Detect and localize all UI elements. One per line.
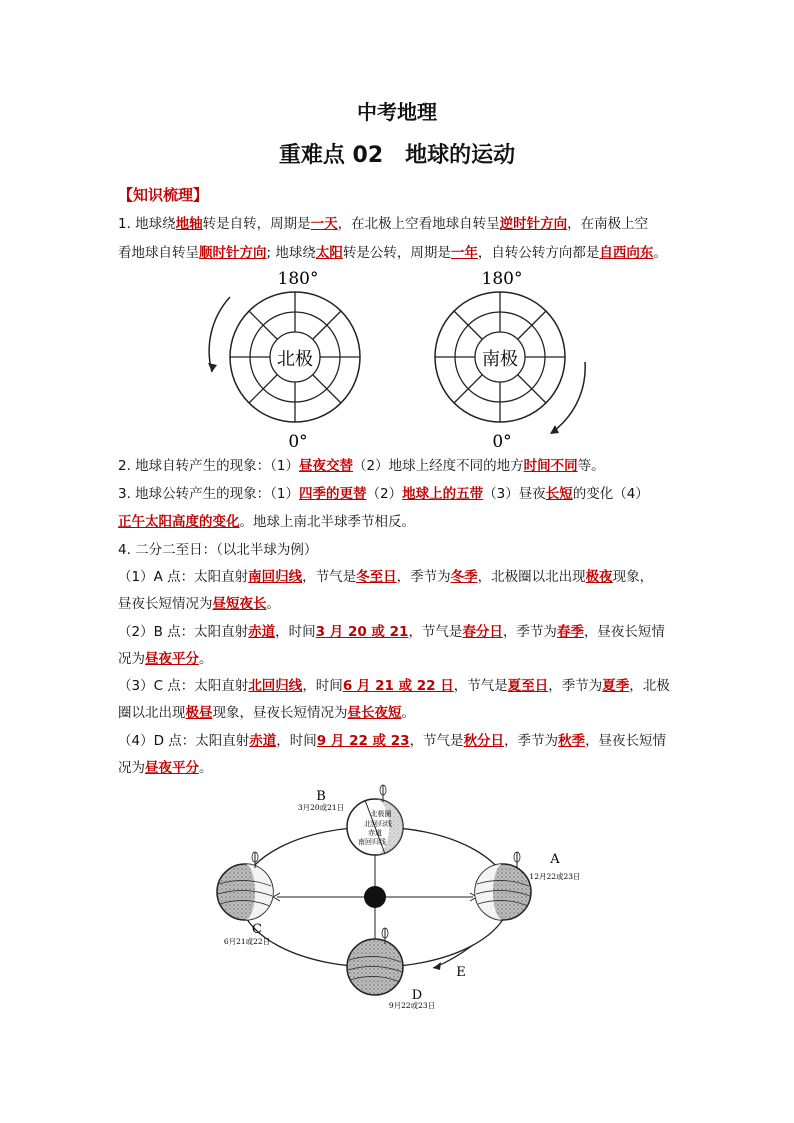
- north-pole-diagram: [208, 269, 360, 452]
- point-a-date: 12月22或23日: [529, 872, 581, 881]
- point-e-label: E: [456, 965, 466, 980]
- section-label: 【知识梳理】: [118, 186, 209, 204]
- answer: 地轴: [175, 216, 203, 232]
- text: 转是公转，周期是: [342, 245, 451, 261]
- text: 2. 地球自转产生的现象：（1）: [118, 458, 300, 474]
- globe-label-tropic-capricorn: 南回归线: [358, 838, 386, 846]
- south-pole-label: 南极: [482, 349, 518, 370]
- answer: 赤道: [249, 733, 277, 749]
- item4-a-line1: [118, 567, 653, 587]
- text: （1）A 点：太阳直射: [118, 569, 249, 585]
- globe-label-arctic: 北极圈: [370, 810, 392, 818]
- item4-d-line1: [118, 731, 666, 751]
- globe-d: [347, 928, 435, 1010]
- text: ，在北极上空看地球自转呈: [337, 216, 500, 232]
- north-pole-label: 北极: [277, 349, 313, 370]
- sun-icon: [364, 886, 386, 908]
- answer: 昼长夜短: [347, 705, 402, 721]
- text: ，昼夜长短情: [585, 733, 667, 749]
- answer: 夏至日: [507, 678, 549, 694]
- north-bottom-degree: 0°: [288, 432, 308, 452]
- item1-line1: [118, 214, 648, 234]
- globe-a: [475, 852, 581, 920]
- text: ，季节为: [504, 733, 559, 749]
- answer: 极昼: [185, 705, 213, 721]
- answer: 冬季: [450, 569, 478, 585]
- answer: 一年: [450, 245, 478, 261]
- answer: 赤道: [248, 624, 276, 640]
- text: ，时间: [302, 678, 343, 694]
- answer: 极夜: [585, 569, 613, 585]
- answer: 夏季: [602, 678, 630, 694]
- text: ，季节为: [548, 678, 603, 694]
- text: 圈以北出现: [118, 705, 186, 721]
- text: 。: [199, 760, 213, 776]
- page-title: 重难点 02 地球的运动: [278, 143, 516, 168]
- item4-b-line1: [118, 622, 665, 642]
- item4-c-line2: [118, 703, 415, 723]
- text: 。: [266, 596, 280, 612]
- text: ，昼夜长短情: [583, 624, 665, 640]
- text: ，自转公转方向都是: [477, 245, 600, 261]
- answer: 逆时针方向: [499, 216, 568, 232]
- answer: 一天: [310, 216, 338, 232]
- point-d-date: 9月22或23日: [388, 1001, 436, 1010]
- text: 1. 地球绕: [118, 216, 176, 232]
- answer: 昼夜交替: [299, 458, 354, 474]
- text: ; 地球绕: [266, 245, 316, 261]
- text: 。: [653, 245, 667, 261]
- answer: 昼夜平分: [145, 760, 199, 776]
- answer: 冬至日: [356, 569, 397, 585]
- answer: 北回归线: [248, 678, 303, 694]
- text: 转是自转，周期是: [202, 216, 311, 232]
- polar-diagrams: [190, 262, 610, 452]
- text: 现象，昼夜长短情况为: [212, 705, 348, 721]
- text: 昼夜长短情况为: [118, 596, 213, 612]
- globe-label-equator: 赤道: [368, 829, 382, 837]
- text: ，北极圈以北出现: [477, 569, 586, 585]
- text: （2）B 点：太阳直射: [118, 624, 249, 640]
- text: ，在南极上空: [567, 216, 649, 232]
- point-c-label: C: [252, 922, 262, 937]
- subject-title: 中考地理: [357, 100, 437, 124]
- item4-b-line2: [118, 649, 213, 669]
- text: ，时间: [276, 733, 317, 749]
- text: （3）昼夜: [483, 486, 546, 502]
- text: ，北极: [629, 678, 670, 694]
- text: （2）: [366, 486, 403, 502]
- text: 等。: [577, 458, 605, 474]
- answer: 春季: [556, 624, 584, 640]
- north-top-degree: 180°: [277, 269, 319, 289]
- answer: 自西向东: [599, 245, 654, 261]
- answer: 顺时针方向: [199, 245, 267, 261]
- text: 现象，: [612, 569, 654, 585]
- answer: 地球上的五带: [402, 486, 484, 502]
- answer: 6 月 21 或 22 日: [342, 678, 454, 694]
- answer: 时间不同: [523, 458, 578, 474]
- text: 。: [199, 651, 213, 667]
- answer: 昼夜平分: [145, 651, 199, 667]
- text: ，节气是: [302, 569, 357, 585]
- item4-intro: 4. 二分二至日：（以北半球为例）: [118, 542, 318, 558]
- item3-line1: [118, 484, 649, 504]
- globe-b: [298, 785, 403, 855]
- answer: 长短: [545, 486, 573, 502]
- answer: 南回归线: [248, 569, 303, 585]
- south-bottom-degree: 0°: [492, 432, 512, 452]
- answer: 秋季: [558, 733, 586, 749]
- orbit-diagram: [205, 780, 595, 1015]
- answer: 3 月 20 或 21: [315, 624, 409, 640]
- globe-label-tropic-cancer: 北回归线: [364, 820, 392, 828]
- answer: 春分日: [462, 624, 503, 640]
- point-a-label: A: [550, 852, 560, 867]
- text: ，季节为: [502, 624, 557, 640]
- answer: 正午太阳高度的变化: [118, 514, 240, 530]
- answer: 四季的更替: [299, 486, 367, 502]
- globe-c: [217, 852, 273, 946]
- answer: 太阳: [315, 245, 343, 261]
- point-c-date: 6月21或22日: [223, 937, 271, 946]
- text: ，时间: [275, 624, 316, 640]
- answer: 秋分日: [463, 733, 505, 749]
- item4-a-line2: [118, 594, 280, 614]
- point-b-label: B: [316, 789, 326, 804]
- item2-line: [118, 456, 605, 476]
- south-top-degree: 180°: [481, 269, 523, 289]
- text: 况为: [118, 651, 145, 667]
- text: 。: [401, 705, 415, 721]
- text: 的变化（4）: [572, 486, 649, 502]
- answer: 昼短夜长: [212, 596, 267, 612]
- point-b-date: 3月20或21日: [297, 803, 345, 812]
- point-d-label: D: [411, 988, 423, 1003]
- item4-d-line2: [118, 758, 213, 778]
- text: ，节气是: [409, 733, 464, 749]
- text: 3. 地球公转产生的现象：（1）: [118, 486, 300, 502]
- text: ，季节为: [396, 569, 451, 585]
- text: 况为: [118, 760, 145, 776]
- item1-line2: [118, 243, 667, 263]
- item3-line2: [118, 512, 415, 532]
- south-pole-diagram: [435, 269, 585, 452]
- text: 看地球自转呈: [118, 245, 199, 261]
- text: （2）地球上经度不同的地方: [353, 458, 524, 474]
- item4-c-line1: [118, 676, 670, 696]
- text: （4）D 点：太阳直射: [118, 733, 250, 749]
- answer: 9 月 22 或 23: [316, 733, 410, 749]
- text: ，节气是: [453, 678, 508, 694]
- text: 。地球上南北半球季节相反。: [239, 514, 415, 530]
- text: ，节气是: [408, 624, 463, 640]
- text: （3）C 点：太阳直射: [118, 678, 249, 694]
